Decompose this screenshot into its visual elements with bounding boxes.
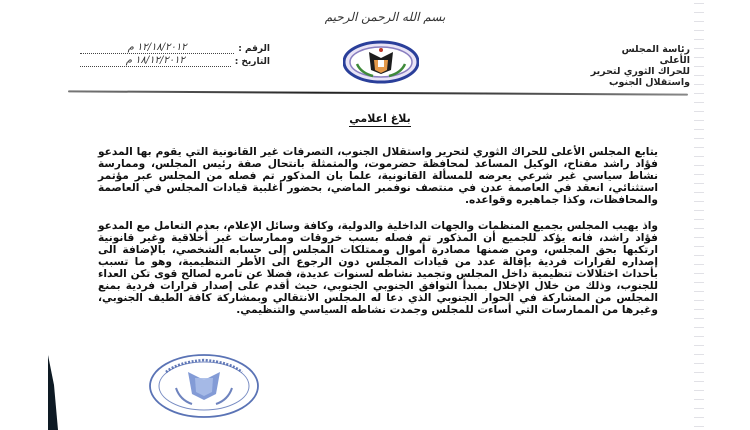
reference-block [80,42,270,68]
document-title [300,112,460,125]
scan-edge-shadow [46,345,60,430]
reference-date-label: التاريخ : [234,57,270,67]
official-seal-icon [148,352,260,420]
basmala-header [270,10,500,32]
reference-number-label: الرقم : [238,44,270,54]
council-emblem-icon [343,40,419,84]
organization-line-2: للحراك الثوري لتحرير [590,66,690,77]
organization-line-1: رئاسة المجلس الأعلى [621,44,690,66]
organization-name [590,44,690,88]
body-paragraph-1: يتابع المجلس الأعلى للحراك الثوري لتحرير واستقلال الجنوب، التصرفات غير القانونية التي يقوم بها المدعو فؤاد راشد مفتاح، الوكيل المساعد لمحافظة حضرموت، والمتمثلة بانتحال صفة رئيس المجلس، وممارسة نشاط سياسي غير شرعي يعرضه للمسألة القانونية، علما بان المذكور تم فصله من المجلس عبر مؤتمر استثنائي، انعقد في العاصمة عدن في منتصف نوفمبر الماضي، بحضور أغلبية قيادات المجلس في العاصمة والمحافظات، وكذا جماهيره وقواعده. [98,146,658,206]
reference-number-row [80,42,270,54]
organization-line-3: واستقلال الجنوب [608,77,690,88]
reference-number-value: ١٢/١٨/٢٠١٢ م [80,42,234,54]
document-title-text: بلاغ اعلامي [349,112,411,125]
document-body [98,146,658,316]
basmala-text: بسم الله الرحمن الرحيم [324,10,446,24]
reference-date-value: ١٨/١٢/٢٠١٢ م [80,55,231,67]
header-divider [68,90,688,95]
reference-date-row [80,55,270,67]
scan-edge-artifact [694,0,704,430]
body-paragraph-2: واذ يهيب المجلس بجميع المنظمات والجهات الداخلية والدولية، وكافة وسائل الإعلام، بعدم التعامل مع المدعو فؤاد راشد، فانه يؤكد للجميع أن المذكور تم فصله بسبب خروقات وممارسات غير أخلاقية وغير قانونية ارتكبها بحق المجلس، ومن ضمنها مصادرة أموال وممتلكات المجلس إلى حسابه الشخصي، بالإضافة الى إصداره لقرارات فردية بإقالة عدد من قيادات المجلس دون الرجوع الى الأطر التنظيمية، وهو ما تسبب بأحداث اختلالات تنظيمية داخل المجلس وتجميد نشاطه لسنوات عديدة، فضلا عن تامره لصالح قوى تكن العداء للجنوب، وذلك من خلال الإخلال بمبدأ التوافق الجنوبي الجنوبي، حيث أقدم على إصدار قرارات فردية بمنع المجلس من المشاركة في الحوار الجنوبي الذي دعا له المجلس الانتقالي وبمشاركة كافة الطيف الجنوبي، وغيرها من الممارسات التي أساءت للمجلس وجمدت نشاطه السياسي والتنظيمي. [98,220,658,316]
